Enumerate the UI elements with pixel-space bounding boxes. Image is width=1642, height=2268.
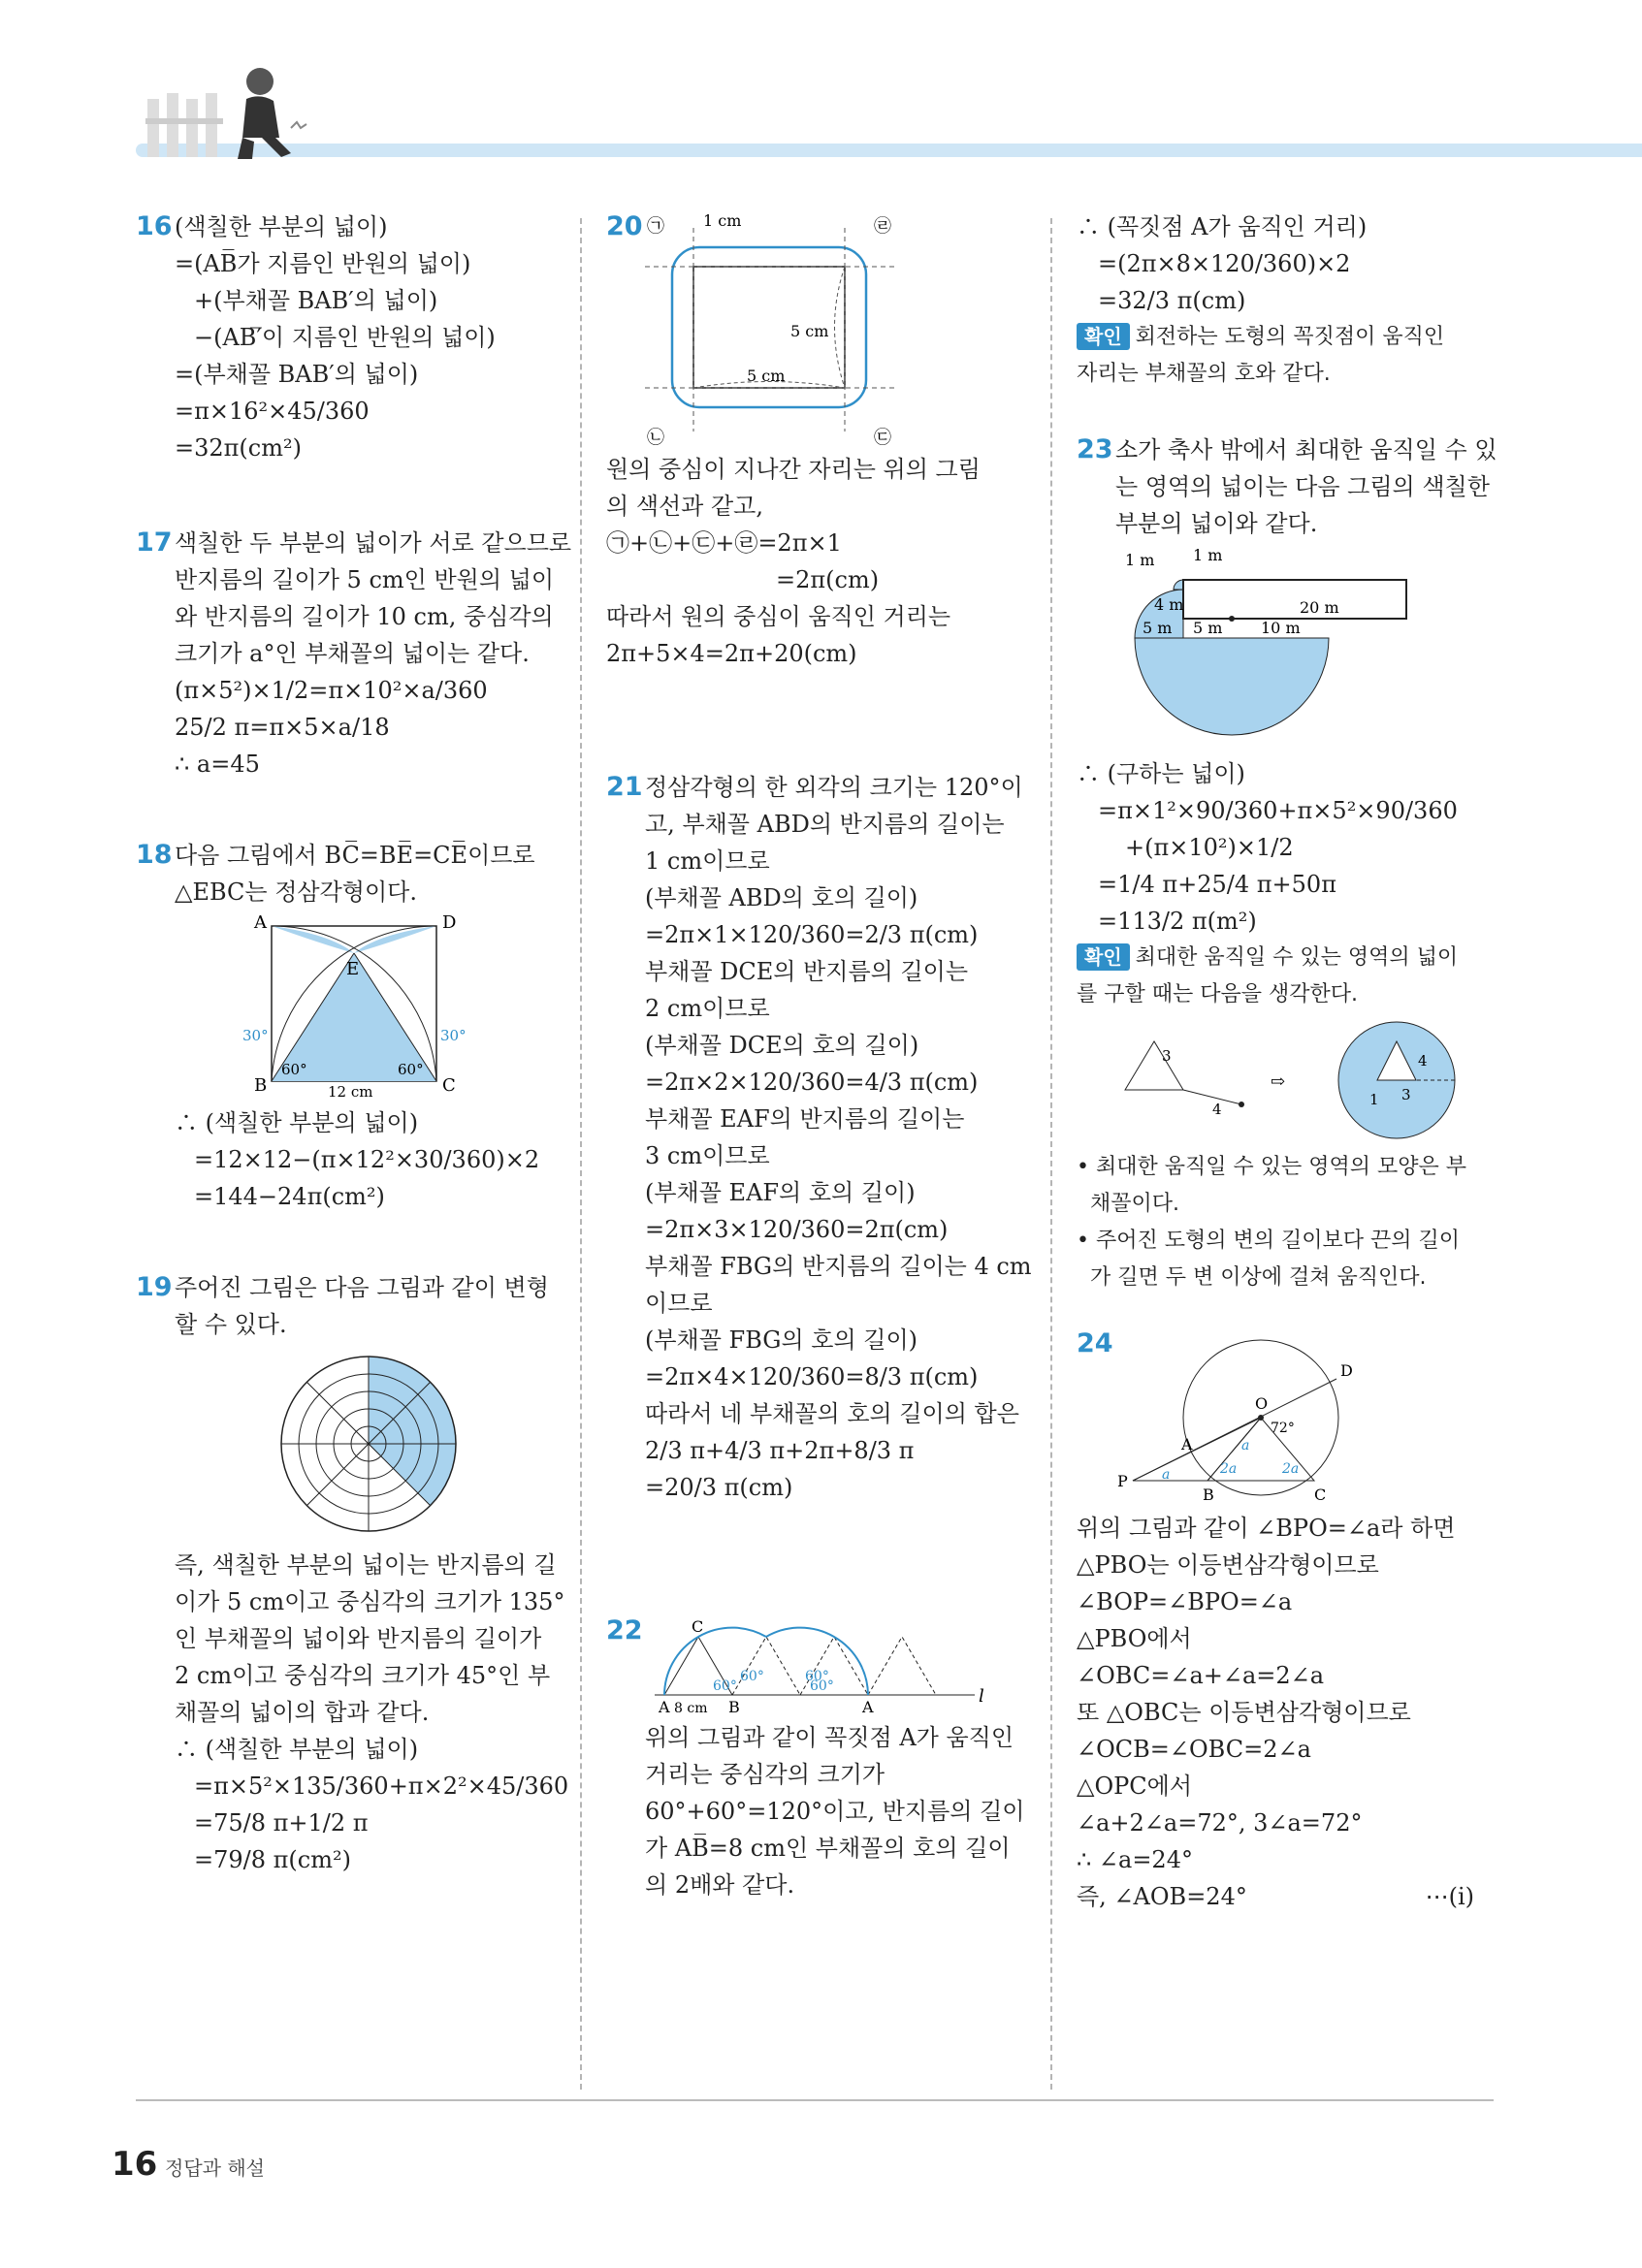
text-line: 반지름의 길이가 5 cm인 반원의 넓이	[175, 566, 555, 593]
label-5m: 5 m	[1193, 619, 1223, 637]
text-line: 2π+5×4=2π+20(cm)	[606, 640, 857, 667]
label-5cm-vertical: 5 cm	[790, 322, 829, 340]
text-line: 고, 부채꼴 ABD의 반지름의 길이는	[645, 811, 1005, 838]
label-1: 1	[1369, 1091, 1379, 1108]
angle-2a: 2a	[1220, 1461, 1238, 1477]
label-4: 4	[1212, 1101, 1222, 1118]
label-B: B	[1203, 1485, 1214, 1504]
text-line: =(2π×8×120/360)×2	[1098, 250, 1351, 277]
angle-60-left: 60°	[281, 1061, 307, 1078]
angle-30-right: 30°	[440, 1027, 467, 1044]
check-badge: 확인	[1077, 943, 1130, 971]
text-line: =(AB̅가 지름인 반원의 넓이)	[175, 250, 471, 277]
bullet-line: • 최대한 움직일 수 있는 영역의 모양은 부	[1077, 1155, 1466, 1179]
text-line: =π×16²×45/360	[175, 398, 370, 425]
problem-16	[136, 208, 563, 466]
text-line: 최대한 움직일 수 있는 영역의 넓이	[1135, 945, 1459, 970]
text-line: 회전하는 도형의 꼭짓점이 움직인	[1135, 325, 1445, 349]
problem-21	[606, 769, 1033, 1506]
angle-72: 72°	[1271, 1421, 1295, 1436]
text-line: (부채꼴 FBG의 호의 길이)	[645, 1326, 918, 1354]
text-line: 1 cm이므로	[645, 847, 770, 875]
angle-a: a	[1241, 1438, 1250, 1453]
bullet-line: 채꼴이다.	[1090, 1192, 1180, 1216]
bullet-line: • 주어진 도형의 변의 길이보다 끈의 길이	[1077, 1229, 1460, 1253]
text-line: (부채꼴 EAF의 호의 길이)	[645, 1179, 916, 1206]
text-line: (π×5²)×1/2=π×10²×a/360	[175, 677, 488, 704]
text-line: 는 영역의 넓이는 다음 그림의 색칠한	[1115, 473, 1490, 500]
text-line: +(π×10²)×1/2	[1125, 834, 1294, 861]
text-line: =π×5²×135/360+π×2²×45/360	[194, 1773, 569, 1800]
page-label: 정답과 해설	[165, 2156, 265, 2180]
text-line: 따라서 원의 중심이 움직인 거리는	[606, 603, 951, 630]
text-line: 25/2 π=π×5×a/18	[175, 714, 390, 741]
text-line: 의 색선과 같고,	[606, 493, 763, 520]
equation-tag: ⋯(i)	[1425, 1883, 1474, 1910]
text-line: 부채꼴 FBG의 반지름의 길이는 4 cm	[645, 1253, 1032, 1280]
length-8cm: 8 cm	[674, 1701, 708, 1716]
text-line: =1/4 π+25/4 π+50π	[1098, 871, 1336, 898]
label-A-moved: A	[862, 1698, 874, 1716]
text-line: 2/3 π+4/3 π+2π+8/3 π	[645, 1437, 915, 1464]
text-line: 2 cm이므로	[645, 995, 770, 1022]
text-line: −(AB′̅이 지름인 반원의 넓이)	[194, 324, 496, 351]
length-label: 12 cm	[328, 1083, 373, 1099]
problem-22	[606, 1613, 1033, 1903]
text-line: =32π(cm²)	[175, 434, 302, 462]
angle-60: 60°	[740, 1669, 764, 1684]
text-line: =75/8 π+1/2 π	[194, 1809, 369, 1837]
label-P: P	[1117, 1472, 1128, 1490]
text-line: (부채꼴 DCE의 호의 길이)	[645, 1032, 919, 1059]
angle-30-left: 30°	[242, 1027, 269, 1044]
problem-18	[136, 837, 563, 1215]
text-line: =79/8 π(cm²)	[194, 1846, 351, 1873]
label-A: A	[1181, 1435, 1193, 1453]
text-line: =2π(cm)	[776, 566, 880, 593]
text-line: ∠OBC=∠a+∠a=2∠a	[1077, 1662, 1325, 1689]
label-rieul: ㉣	[874, 216, 891, 237]
text-line: 채꼴의 넓이의 합과 같다.	[175, 1699, 430, 1726]
problem-number: 24	[1077, 1328, 1113, 1358]
label-nieun: ㉡	[647, 428, 664, 448]
text-line: 60°+60°=120°이고, 반지름의 길이	[645, 1798, 1025, 1825]
text-line: 원의 중심이 지나간 자리는 위의 그림	[606, 456, 981, 483]
column-2	[606, 208, 1033, 1958]
text-line: =2π×3×120/360=2π(cm)	[645, 1216, 949, 1243]
text-line: 부채꼴 EAF의 반지름의 길이는	[645, 1105, 965, 1133]
text-line: 소가 축사 밖에서 최대한 움직일 수 있	[1115, 436, 1497, 463]
angle-60: 60°	[810, 1678, 834, 1694]
arrow-icon: ⇨	[1271, 1071, 1286, 1092]
figure-20-square-path	[645, 208, 936, 451]
label-A: A	[254, 914, 267, 933]
text-line: 자리는 부채꼴의 호와 같다.	[1077, 362, 1331, 386]
text-line: 즉, ∠AOB=24°	[1077, 1883, 1247, 1910]
text-line: ∴ (구하는 넓이)	[1077, 760, 1245, 787]
figure-19-target	[272, 1347, 466, 1541]
text-line: =144−24π(cm²)	[194, 1183, 385, 1210]
text-line: △EBC는 정삼각형이다.	[175, 878, 417, 906]
label-B: B	[254, 1075, 268, 1096]
label-3: 3	[1162, 1047, 1172, 1065]
problem-17	[136, 525, 572, 783]
text-line: =2π×2×120/360=4/3 π(cm)	[645, 1069, 979, 1096]
figure-22-rolling-triangles	[645, 1613, 994, 1719]
label-B: B	[728, 1698, 740, 1716]
label-3: 3	[1401, 1086, 1411, 1103]
text-line: 와 반지름의 길이가 10 cm, 중심각의	[175, 603, 554, 630]
text-line: 즉, 색칠한 부분의 넓이는 반지름의 길	[175, 1551, 557, 1579]
problem-number: 23	[1077, 434, 1113, 464]
text-line: (부채꼴 ABD의 호의 길이)	[645, 884, 918, 911]
label-1cm: 1 cm	[703, 211, 742, 230]
header-bar	[136, 144, 1642, 157]
footer-rule	[136, 2099, 1494, 2101]
text-line: +(부채꼴 BAB′의 넓이)	[194, 287, 438, 314]
label-5m: 5 m	[1143, 619, 1173, 637]
label-digeut: ㉢	[874, 428, 891, 448]
text-line: =2π×1×120/360=2/3 π(cm)	[645, 921, 979, 948]
text-line: ∴ (꼭짓점 A가 움직인 거리)	[1077, 213, 1368, 240]
problem-number: 22	[606, 1615, 643, 1645]
problem-number: 17	[136, 527, 173, 558]
text-line: 를 구할 때는 다음을 생각한다.	[1077, 982, 1358, 1006]
text-line: 따라서 네 부채꼴의 호의 길이의 합은	[645, 1400, 1019, 1427]
text-line: 3 cm이므로	[645, 1142, 770, 1169]
angle-2a: 2a	[1282, 1461, 1300, 1477]
problem-20	[606, 208, 1033, 672]
text-line: ∴ ∠a=24°	[1077, 1846, 1193, 1873]
text-line: △OPC에서	[1077, 1773, 1193, 1800]
text-line: =π×1²×90/360+π×5²×90/360	[1098, 797, 1458, 824]
label-line-l: l	[979, 1686, 984, 1707]
label-giyeok: ㉠	[647, 216, 664, 237]
text-line: 주어진 그림은 다음 그림과 같이 변형	[175, 1274, 549, 1301]
figure-24-circle	[1115, 1326, 1406, 1510]
check-badge: 확인	[1077, 323, 1130, 350]
text-line: 부분의 넓이와 같다.	[1115, 510, 1318, 537]
text-line: =(부채꼴 BAB′의 넓이)	[175, 361, 419, 388]
text-line: 이가 5 cm이고 중심각의 크기가 135°	[175, 1588, 565, 1615]
text-line: ㉠+㉡+㉢+㉣=2π×1	[606, 529, 842, 557]
label-1m: 1 m	[1125, 551, 1155, 569]
problem-number: 20	[606, 211, 643, 241]
label-C: C	[442, 1075, 456, 1096]
text-line: 색칠한 두 부분의 넓이가 서로 같으므로	[175, 529, 572, 557]
problem-22-continued	[1077, 208, 1503, 393]
label-D: D	[1340, 1361, 1353, 1380]
column-3	[1077, 208, 1503, 1969]
gardener-illustration	[145, 60, 310, 167]
label-C: C	[692, 1617, 704, 1636]
text-line: 크기가 a°인 부채꼴의 넓이는 같다.	[175, 640, 530, 667]
angle-60: 60°	[805, 1669, 829, 1684]
text-line: (색칠한 부분의 넓이)	[175, 213, 388, 240]
text-line: 이므로	[645, 1290, 713, 1317]
angle-60-right: 60°	[398, 1061, 424, 1078]
problem-24	[1077, 1326, 1503, 1915]
text-line: ∠BOP=∠BPO=∠a	[1077, 1588, 1293, 1615]
text-line: =2π×4×120/360=8/3 π(cm)	[645, 1363, 979, 1390]
page-number: 16	[112, 2145, 158, 2184]
problem-number: 16	[136, 211, 173, 241]
text-line: 의 2배와 같다.	[645, 1871, 795, 1899]
text-line: 다음 그림에서 BC̅=BE̅=CE̅이므로	[175, 842, 535, 869]
text-line: 위의 그림과 같이 꼭짓점 A가 움직인	[645, 1724, 1014, 1751]
text-line: △PBO에서	[1077, 1625, 1192, 1652]
label-10m: 10 m	[1261, 619, 1301, 637]
text-line: 위의 그림과 같이 ∠BPO=∠a라 하면	[1077, 1515, 1456, 1542]
angle-a: a	[1162, 1467, 1171, 1483]
text-line: 가 AB̅=8 cm인 부채꼴의 호의 길이	[645, 1835, 1011, 1862]
label-4: 4	[1418, 1052, 1428, 1070]
text-line: =20/3 π(cm)	[645, 1474, 793, 1501]
figure-18-square	[242, 914, 533, 1099]
problem-23	[1077, 431, 1503, 1296]
label-A: A	[659, 1698, 670, 1716]
text-line: 또 △OBC는 이등변삼각형이므로	[1077, 1699, 1411, 1726]
label-C: C	[1314, 1485, 1327, 1504]
text-line: 정삼각형의 한 외각의 크기는 120°이	[645, 774, 1023, 801]
problem-number: 18	[136, 840, 173, 870]
column-divider	[580, 218, 582, 2090]
text-line: ∴ (색칠한 부분의 넓이)	[175, 1109, 419, 1136]
text-line: ∴ a=45	[175, 751, 260, 778]
text-line: △PBO는 이등변삼각형이므로	[1077, 1551, 1379, 1579]
text-line: =32/3 π(cm)	[1098, 287, 1246, 314]
problem-number: 19	[136, 1272, 173, 1302]
label-O: O	[1255, 1394, 1269, 1413]
label-1m: 1 m	[1193, 546, 1223, 564]
label-4m: 4 m	[1154, 595, 1184, 614]
angle-60: 60°	[713, 1678, 737, 1694]
column-divider	[1050, 218, 1052, 2090]
figure-23-rotation	[1115, 1017, 1484, 1143]
text-line: ∠a+2∠a=72°, 3∠a=72°	[1077, 1809, 1363, 1837]
label-5cm-horizontal: 5 cm	[747, 367, 786, 385]
text-line: =12×12−(π×12²×30/360)×2	[194, 1146, 540, 1173]
text-line: =113/2 π(m²)	[1098, 908, 1257, 935]
label-D: D	[442, 914, 457, 933]
text-line: 2 cm이고 중심각의 크기가 45°인 부	[175, 1662, 551, 1689]
text-line: 할 수 있다.	[175, 1311, 287, 1338]
text-line: 거리는 중심각의 크기가	[645, 1761, 885, 1788]
label-E: E	[346, 959, 360, 979]
text-line: 부채꼴 DCE의 반지름의 길이는	[645, 958, 969, 985]
figure-23-barn	[1115, 546, 1465, 750]
problem-19	[136, 1269, 569, 1878]
text-line: ∴ (색칠한 부분의 넓이)	[175, 1736, 419, 1763]
label-20m: 20 m	[1300, 598, 1339, 617]
text-line: ∠OCB=∠OBC=2∠a	[1077, 1736, 1311, 1763]
column-1	[136, 208, 572, 1933]
bullet-line: 가 길면 두 변 이상에 걸쳐 움직인다.	[1090, 1265, 1427, 1290]
problem-number: 21	[606, 772, 643, 802]
text-line: 인 부채꼴의 넓이와 반지름의 길이가	[175, 1625, 542, 1652]
